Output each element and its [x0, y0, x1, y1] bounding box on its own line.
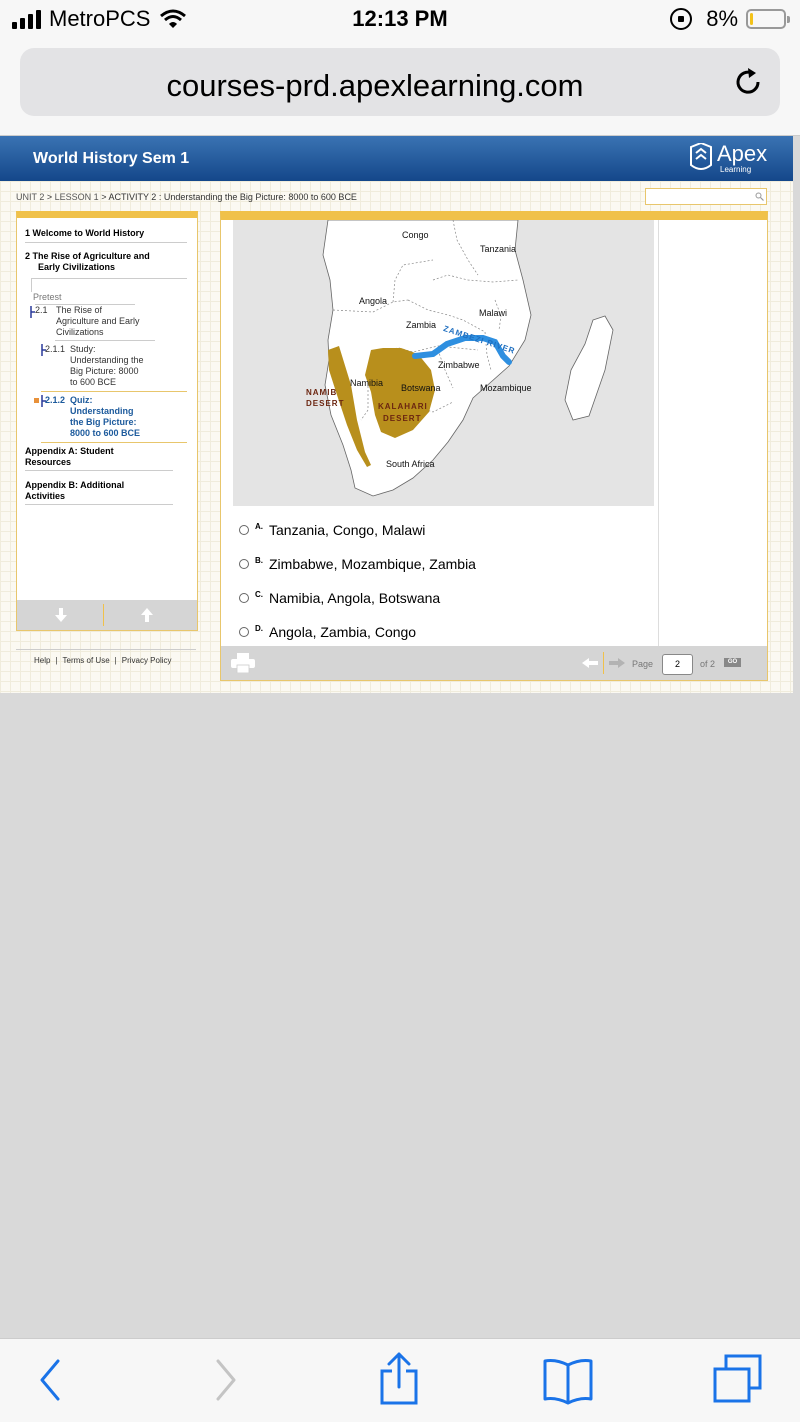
map-label-zambia: Zambia [406, 320, 437, 330]
outline-item-2-line2: Early Civilizations [38, 262, 116, 272]
map-label-namib-2: DESERT [306, 399, 345, 408]
radio-button-b[interactable] [239, 559, 249, 569]
battery-fill [750, 13, 753, 25]
map-label-zambezi: ZAMBEZI RIVER [442, 324, 517, 356]
answer-option-b[interactable] [239, 553, 476, 575]
tabs-icon[interactable] [712, 1353, 764, 1405]
breadcrumb-lesson[interactable]: LESSON 1 [54, 192, 99, 202]
course-header [0, 136, 793, 181]
scroll-down-arrow-icon[interactable] [55, 608, 67, 622]
map-label-zimbabwe: Zimbabwe [438, 360, 480, 370]
outline-appendix-b-line2: Activities [25, 491, 66, 501]
map-label-south-africa: South Africa [386, 459, 435, 469]
address-bar[interactable] [20, 48, 780, 116]
page-number-input[interactable]: 2 [662, 654, 693, 675]
option-text: Namibia, Angola, Botswana [269, 590, 441, 606]
option-letter: D. [255, 623, 263, 633]
pager-bar [221, 646, 767, 680]
apex-logo [689, 141, 768, 177]
share-icon[interactable] [378, 1351, 420, 1405]
outline-sub-2-1-1[interactable] [45, 344, 144, 387]
apex-logo-icon [689, 143, 713, 173]
answer-option-a[interactable] [239, 519, 425, 541]
reload-icon[interactable] [732, 66, 764, 98]
outline-appendix-b[interactable] [25, 480, 124, 502]
back-icon[interactable] [38, 1355, 62, 1405]
breadcrumb [16, 192, 357, 202]
map-label-namib-1: NAMIB [306, 388, 338, 397]
scroll-up-arrow-icon[interactable] [141, 608, 153, 622]
outline-sub-2-1-line2: Agriculture and Early [56, 316, 140, 326]
map-label-congo: Congo [402, 230, 429, 240]
outline-sub-2-1-1-line4: to 600 BCE [70, 377, 117, 387]
divider [25, 504, 173, 505]
answer-option-c[interactable] [239, 587, 440, 609]
carrier-name: MetroPCS [49, 6, 151, 31]
outline-item-1[interactable]: 1 Welcome to World History [25, 228, 145, 238]
outline-sub-2-1-2-line1: Quiz: [70, 395, 93, 405]
logo-word: Apex [717, 141, 768, 166]
radio-button-c[interactable] [239, 593, 249, 603]
course-title: World History Sem 1 [33, 150, 190, 167]
map-label-namibia: Namibia [350, 378, 384, 388]
option-text: Angola, Zambia, Congo [269, 624, 417, 640]
outline-item-2[interactable] [25, 251, 150, 273]
divider [31, 278, 187, 279]
divider [25, 242, 187, 243]
divider [16, 649, 196, 650]
status-bar [0, 0, 800, 40]
outline-sub-2-1-line1: The Rise of [56, 305, 103, 315]
breadcrumb-separator: > [46, 192, 53, 202]
page-label: Page [632, 659, 654, 669]
divider [31, 278, 32, 292]
logo-subtitle: Learning [720, 165, 752, 174]
search-icon[interactable] [755, 192, 764, 201]
current-item-marker-icon [34, 398, 39, 403]
outline-pretest[interactable]: Pretest [33, 292, 62, 302]
url-text[interactable]: courses-prd.apexlearning.com [166, 68, 584, 103]
outline-sub-2-1-number: 2.1 [35, 305, 48, 315]
breadcrumb-activity: ACTIVITY 2 : Understanding the Big Picture: 8000 to 600 BCE [108, 192, 357, 202]
breadcrumb-separator: > [101, 192, 107, 202]
status-right [670, 6, 786, 32]
divider [55, 340, 155, 341]
clock: 12:13 PM [352, 6, 448, 31]
previous-page-arrow-icon[interactable] [582, 658, 598, 668]
outline-sub-2-1-2-line4: 8000 to 600 BCE [70, 428, 141, 438]
divider [41, 391, 187, 392]
divider [103, 604, 104, 626]
option-letter: A. [255, 521, 263, 531]
option-text: Zimbabwe, Mozambique, Zambia [269, 556, 476, 572]
outline-appendix-a[interactable] [25, 446, 114, 468]
activity-content [220, 211, 768, 681]
privacy-link[interactable]: Privacy Policy [121, 656, 172, 665]
option-letter: C. [255, 589, 263, 599]
course-outline-sidebar [16, 211, 198, 631]
option-text: Tanzania, Congo, Malawi [269, 522, 426, 538]
outline-sub-2-1-2-line2: Understanding [70, 406, 134, 416]
map-label-angola: Angola [359, 296, 388, 306]
battery-percent: 8% [706, 6, 738, 31]
breadcrumb-unit[interactable]: UNIT 2 [16, 192, 45, 202]
map-label-kalahari-2: DESERT [383, 414, 422, 423]
web-page [0, 136, 793, 693]
divider [658, 220, 659, 646]
browser-chrome [0, 40, 800, 136]
option-letter: B. [255, 555, 263, 565]
outline-item-2-line1: 2 The Rise of Agriculture and [25, 251, 150, 261]
map-label-kalahari-1: KALAHARI [378, 402, 428, 411]
forward-icon[interactable] [214, 1355, 238, 1405]
rotation-lock-icon [670, 8, 692, 30]
divider [25, 470, 173, 471]
map-label-malawi: Malawi [479, 308, 508, 318]
outline-sub-2-1-line3: Civilizations [56, 327, 104, 337]
outline-appendix-a-line1: Appendix A: Student [25, 446, 114, 456]
sidebar-scroll-controls [17, 600, 197, 630]
map-label-tanzania: Tanzania [480, 244, 517, 254]
radio-button-a[interactable] [239, 525, 249, 535]
map-label-mozambique: Mozambique [480, 383, 532, 393]
outline-appendix-b-line1: Appendix B: Additional [25, 480, 125, 490]
next-page-arrow-icon[interactable] [609, 658, 625, 668]
bookmarks-icon[interactable] [542, 1355, 594, 1405]
page-total-label: of 2 [700, 659, 716, 669]
outline-sub-2-1-1-line3: Big Picture: 8000 [70, 366, 139, 376]
printer-icon[interactable] [231, 653, 255, 673]
outline-sub-2-1-2-current[interactable] [45, 395, 141, 438]
outline-sub-2-1[interactable] [35, 305, 140, 337]
outline-sub-2-1-1-line2: Understanding the [70, 355, 144, 365]
outline-sub-2-1-1-number: 2.1.1 [45, 344, 66, 354]
outline-sub-2-1-2-number: 2.1.2 [45, 395, 66, 405]
divider [41, 442, 187, 443]
footer-links: Help | Terms of Use | Privacy Policy [34, 656, 172, 665]
answer-option-d[interactable] [239, 621, 416, 643]
radio-button-d[interactable] [239, 627, 249, 637]
divider [603, 652, 604, 674]
map-label-botswana: Botswana [401, 383, 441, 393]
browser-toolbar [0, 1338, 800, 1422]
battery-icon [746, 9, 786, 29]
southern-africa-map [233, 220, 654, 506]
go-button[interactable]: GO [724, 658, 741, 667]
outline-sub-2-1-2-line3: the Big Picture: [70, 417, 137, 427]
terms-link[interactable]: Terms of Use [62, 656, 110, 665]
outline-appendix-a-line2: Resources [25, 457, 72, 467]
search-input[interactable] [645, 188, 767, 205]
help-link[interactable]: Help [34, 656, 51, 665]
outline-sub-2-1-1-line1: Study: [70, 344, 96, 354]
